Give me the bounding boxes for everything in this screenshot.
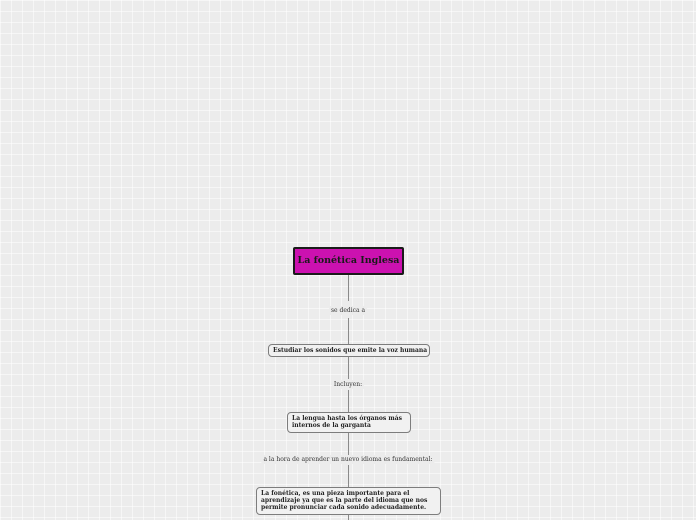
link-label-incluyen[interactable]: Incluyen:: [333, 381, 363, 388]
topic-lengua-organos[interactable]: [287, 412, 411, 433]
connector-node-2-to-label-3: [348, 433, 349, 455]
root-topic-label: La fonética Inglesa: [297, 255, 400, 267]
topic-estudiar-sonidos-label: Estudiar los sonidos que emite la voz humana: [273, 347, 428, 354]
connector-label-2-to-node-2: [348, 390, 349, 412]
connector-label-1-to-node-1: [348, 318, 349, 344]
topic-lengua-organos-label: La lengua hasta los órganos más internos de la garganta: [292, 415, 403, 430]
connector-root-to-label-1: [348, 275, 349, 301]
link-label-se-dedica-a[interactable]: se dedica a: [330, 307, 366, 314]
topic-fonetica-importante[interactable]: [256, 487, 441, 515]
connector-node-3-continuation: [348, 515, 349, 520]
connector-node-1-to-label-2: [348, 357, 349, 379]
topic-estudiar-sonidos[interactable]: [268, 344, 430, 357]
topic-fonetica-importante-label: La fonética, es una pieza importante para el aprendizaje ya que es la parte del idioma que nos permite pronunciar cada sonido adecuadamente.: [261, 490, 428, 512]
root-topic[interactable]: [293, 247, 404, 275]
link-label-aprender-idioma[interactable]: a la hora de aprender un nuevo idioma es fundamental:: [263, 456, 433, 463]
connector-label-3-to-node-3: [348, 465, 349, 487]
